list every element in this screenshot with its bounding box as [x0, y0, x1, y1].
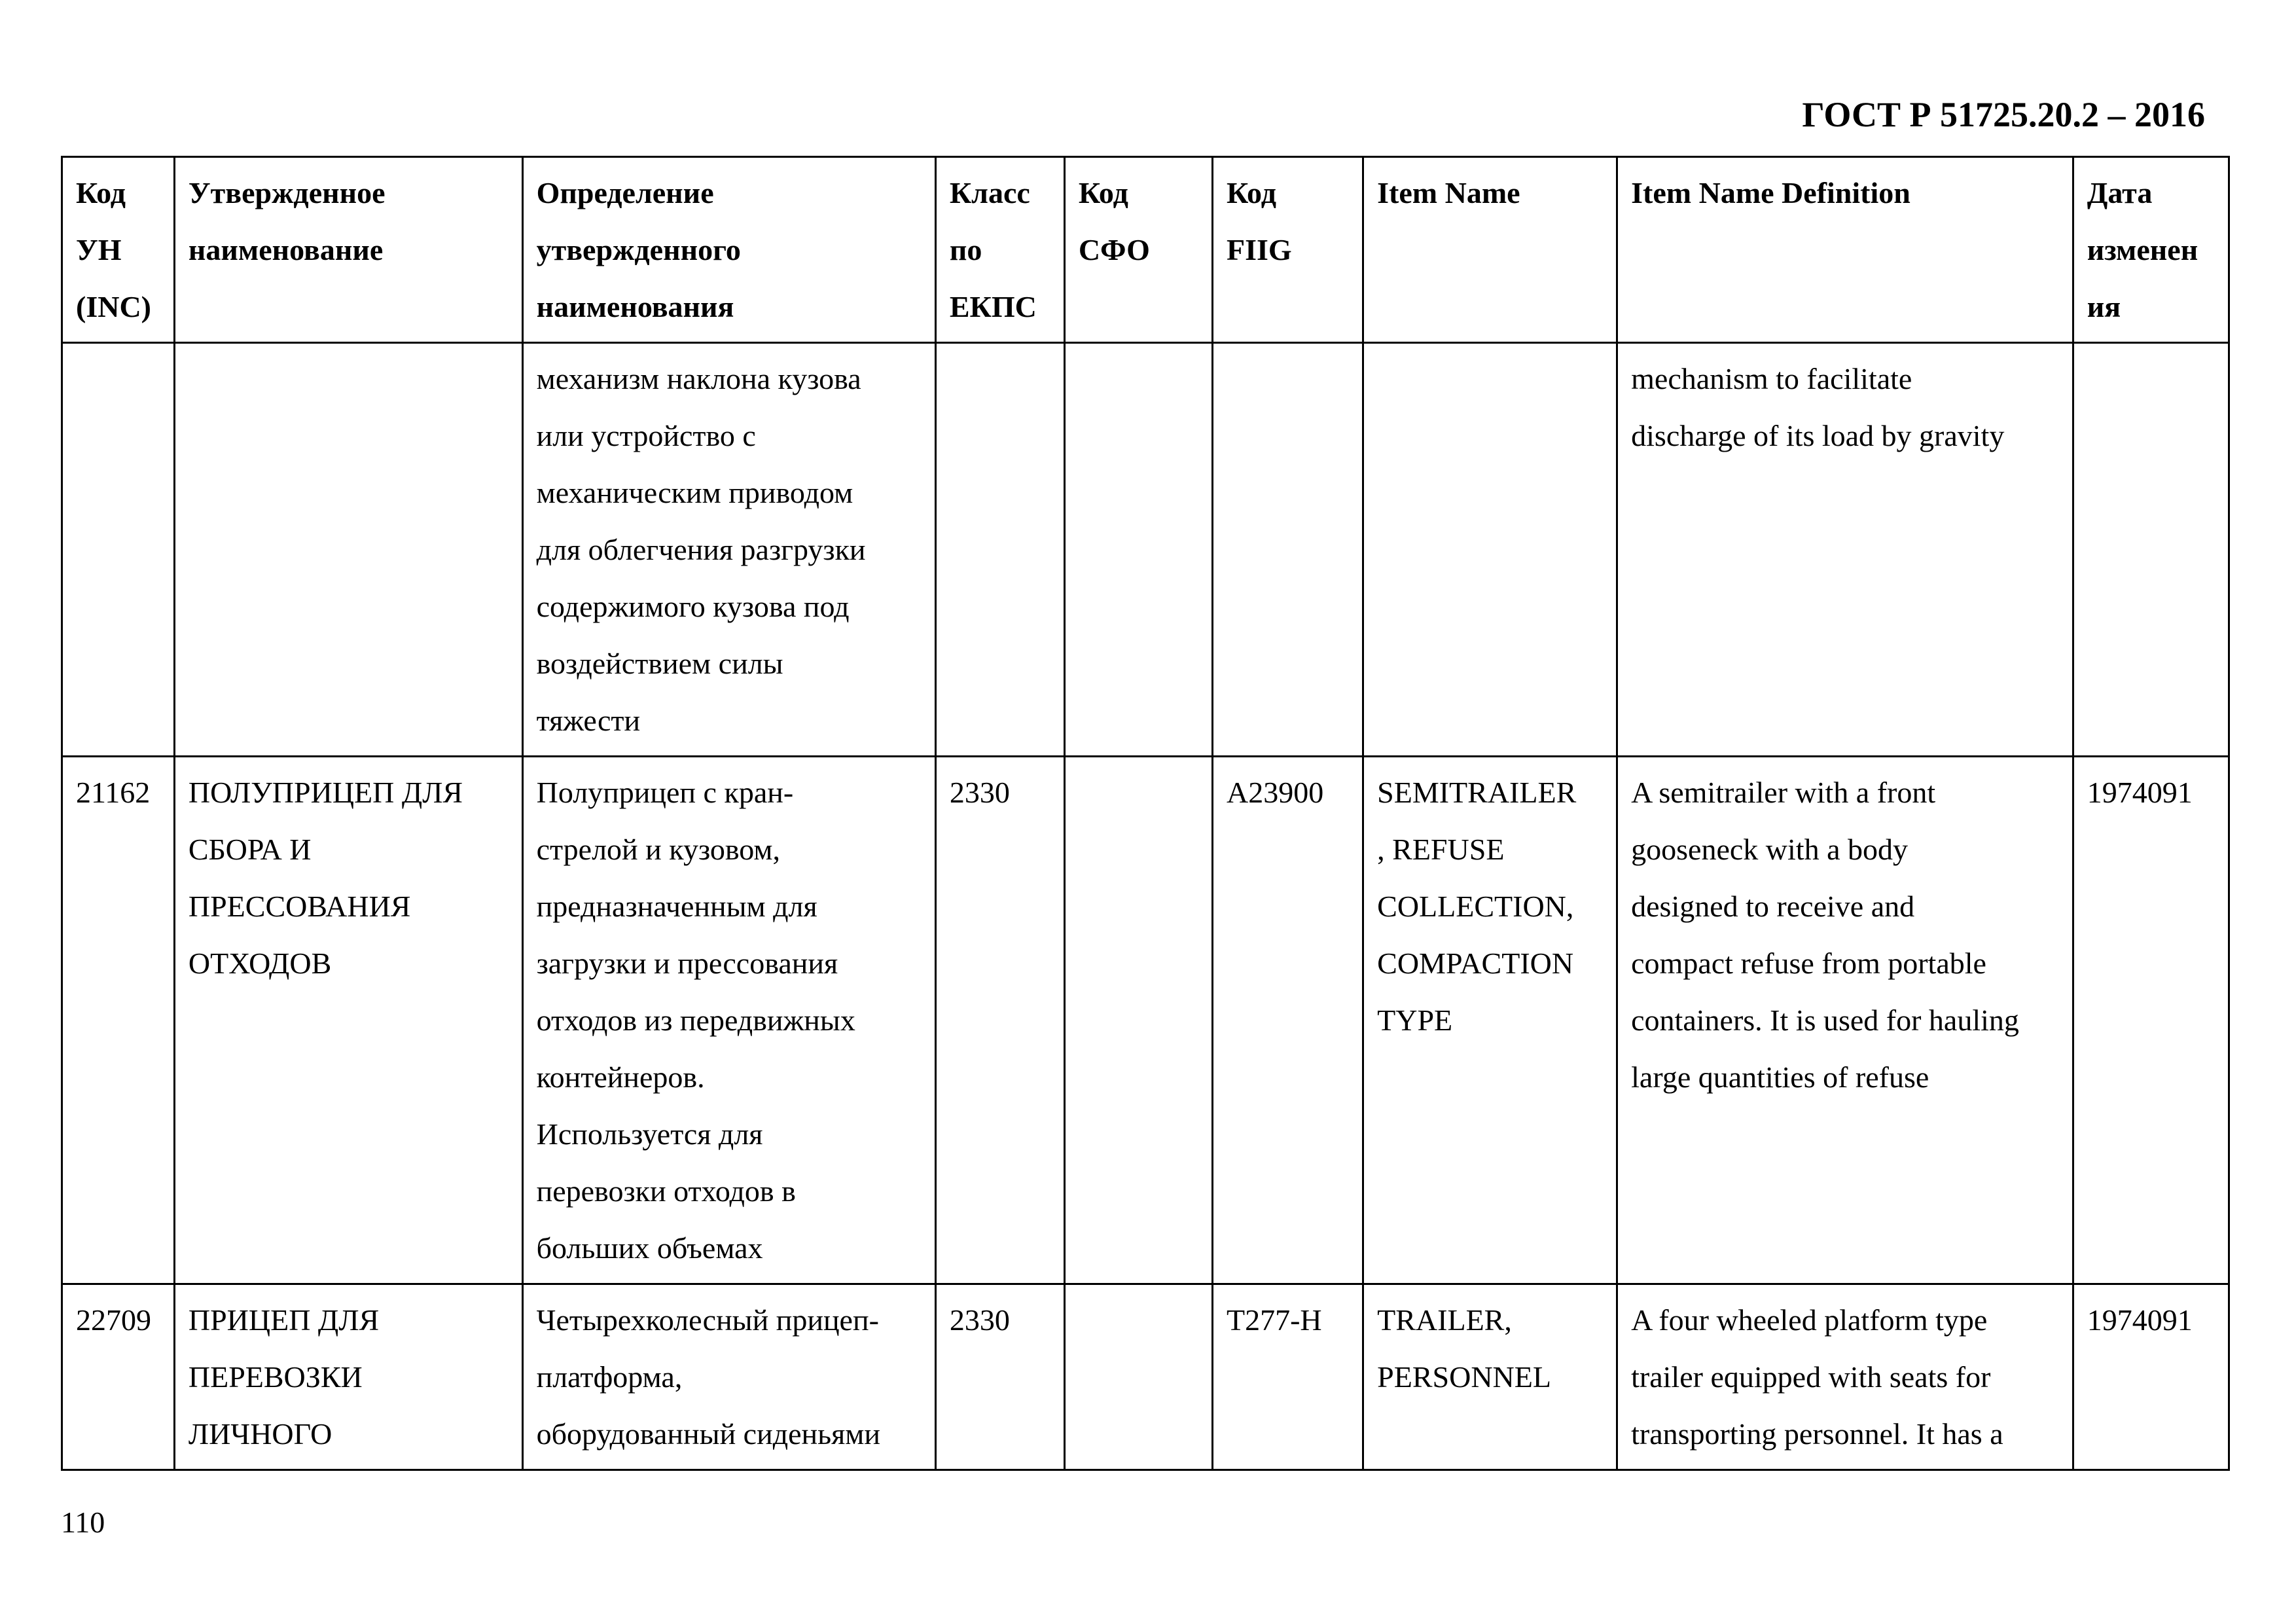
cell-fiig-code: A23900	[1212, 757, 1363, 1284]
cell-change-date: 1974091	[2073, 1284, 2229, 1470]
cell-inc: 22709	[62, 1284, 175, 1470]
header-class: Класс по ЕКПС	[935, 157, 1064, 343]
cell-name-definition: Полуприцеп с кран- стрелой и кузовом, предназначенным для загрузки и прессования отходов из передвижных контейнеров. Используется для перевозки отходов в больших объемах	[522, 757, 935, 1284]
header-sfo-code: Код СФО	[1064, 157, 1212, 343]
header-approved-name: Утвержденное наименование	[174, 157, 522, 343]
cell-item-name-definition: mechanism to facilitate discharge of its load by gravity	[1617, 343, 2073, 757]
cell-inc	[62, 343, 175, 757]
header-name-definition: Определение утвержденного наименования	[522, 157, 935, 343]
cell-fiig-code	[1212, 343, 1363, 757]
document-code: ГОСТ Р 51725.20.2 – 2016	[1802, 95, 2205, 134]
cell-approved-name: ПРИЦЕП ДЛЯ ПЕРЕВОЗКИ ЛИЧНОГО	[174, 1284, 522, 1470]
header-item-name: Item Name	[1363, 157, 1617, 343]
cell-item-name-definition: A semitrailer with a front gooseneck with a body designed to receive and compact refuse from portable containers. It is used for hauling large quantities of refuse	[1617, 757, 2073, 1284]
cell-sfo-code	[1064, 343, 1212, 757]
cell-change-date	[2073, 343, 2229, 757]
cell-inc: 21162	[62, 757, 175, 1284]
table-row	[62, 757, 2229, 1284]
cell-sfo-code	[1064, 757, 1212, 1284]
page-number: 110	[61, 1506, 105, 1539]
cell-item-name	[1363, 343, 1617, 757]
cell-name-definition: Четырехколесный прицеп- платформа, оборудованный сиденьями	[522, 1284, 935, 1470]
header-change-date: Дата изменен ия	[2073, 157, 2229, 343]
cell-change-date: 1974091	[2073, 757, 2229, 1284]
table-row	[62, 343, 2229, 757]
table-row	[62, 1284, 2229, 1470]
cell-fiig-code: T277-H	[1212, 1284, 1363, 1470]
cell-class: 2330	[935, 757, 1064, 1284]
cell-class	[935, 343, 1064, 757]
cell-item-name-definition: A four wheeled platform type trailer equipped with seats for transporting personnel. It has a	[1617, 1284, 2073, 1470]
cell-item-name: SEMITRAILER , REFUSE COLLECTION, COMPACTION TYPE	[1363, 757, 1617, 1284]
register-table	[61, 156, 2230, 1471]
cell-class: 2330	[935, 1284, 1064, 1470]
cell-approved-name	[174, 343, 522, 757]
header-item-name-definition: Item Name Definition	[1617, 157, 2073, 343]
header-fiig-code: Код FIIG	[1212, 157, 1363, 343]
cell-sfo-code	[1064, 1284, 1212, 1470]
cell-approved-name: ПОЛУПРИЦЕП ДЛЯ СБОРА И ПРЕССОВАНИЯ ОТХОДОВ	[174, 757, 522, 1284]
cell-name-definition: механизм наклона кузова или устройство с механическим приводом для облегчения разгрузки содержимого кузова под воздействием силы тяжести	[522, 343, 935, 757]
header-row	[62, 157, 2229, 343]
cell-item-name: TRAILER, PERSONNEL	[1363, 1284, 1617, 1470]
header-inc: Код УН (INC)	[62, 157, 175, 343]
